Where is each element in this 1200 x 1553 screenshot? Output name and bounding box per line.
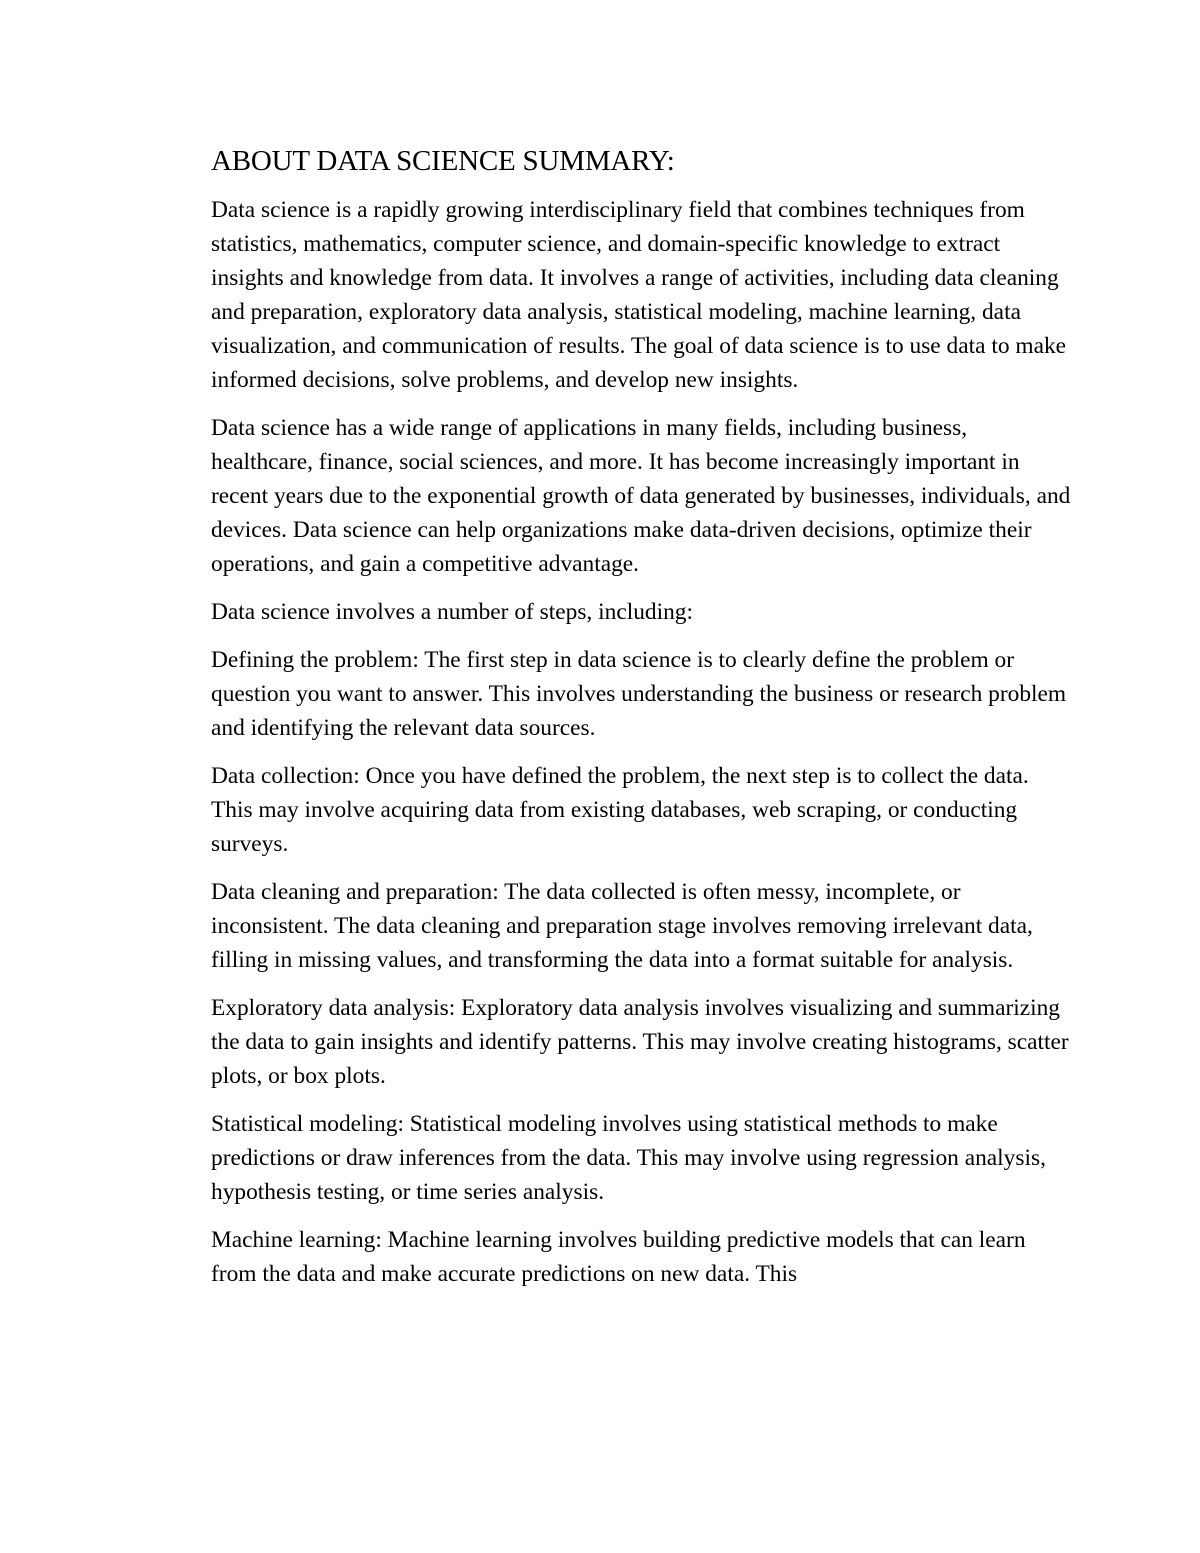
- paragraph-exploratory-analysis: Exploratory data analysis: Exploratory data analysis involves visualizing and summarizing the data to gain insights and identify patterns. This may involve creating histograms, scatter plots, or box plots.: [211, 995, 1069, 1089]
- paragraph-machine-learning: Machine learning: Machine learning involves building predictive models that can learn from the data and make accurate predictions on new data. This: [211, 1227, 1026, 1287]
- paragraph-intro: Data science is a rapidly growing interdisciplinary field that combines techniques from statistics, mathematics, computer science, and domain-specific knowledge to extract insights and knowledge from data. It involves a range of activities, including data cleaning and preparation, exploratory data analysis, statistical modeling, machine learning, data visualization, and communication of results. The goal of data science is to use data to make informed decisions, solve problems, and develop new insights.: [211, 197, 1067, 393]
- paragraph-data-cleaning: Data cleaning and preparation: The data collected is often messy, incomplete, or inconsistent. The data cleaning and preparation stage involves removing irrelevant data, filling in missing values, and transforming the data into a format suitable for analysis.: [211, 879, 1033, 973]
- document-body: [211, 143, 1071, 1305]
- paragraph-applications: Data science has a wide range of applications in many fields, including business, healthcare, finance, social sciences, and more. It has become increasingly important in recent years due to the exponential growth of data generated by businesses, individuals, and devices. Data science can help organizations make data-driven decisions, optimize their operations, and gain a competitive advantage.: [211, 415, 1071, 577]
- paragraph-steps-intro: Data science involves a number of steps, including:: [211, 599, 693, 625]
- paragraph-data-collection: Data collection: Once you have defined the problem, the next step is to collect the data. This may involve acquiring data from existing databases, web scraping, or conducting surveys.: [211, 763, 1029, 857]
- paragraph-defining-problem: Defining the problem: The first step in data science is to clearly define the problem or question you want to answer. This involves understanding the business or research problem and identifying the relevant data sources.: [211, 647, 1067, 741]
- paragraph-statistical-modeling: Statistical modeling: Statistical modeling involves using statistical methods to make predictions or draw inferences from the data. This may involve using regression analysis, hypothesis testing, or time series analysis.: [211, 1111, 1046, 1205]
- document-title: ABOUT DATA SCIENCE SUMMARY:: [211, 145, 675, 177]
